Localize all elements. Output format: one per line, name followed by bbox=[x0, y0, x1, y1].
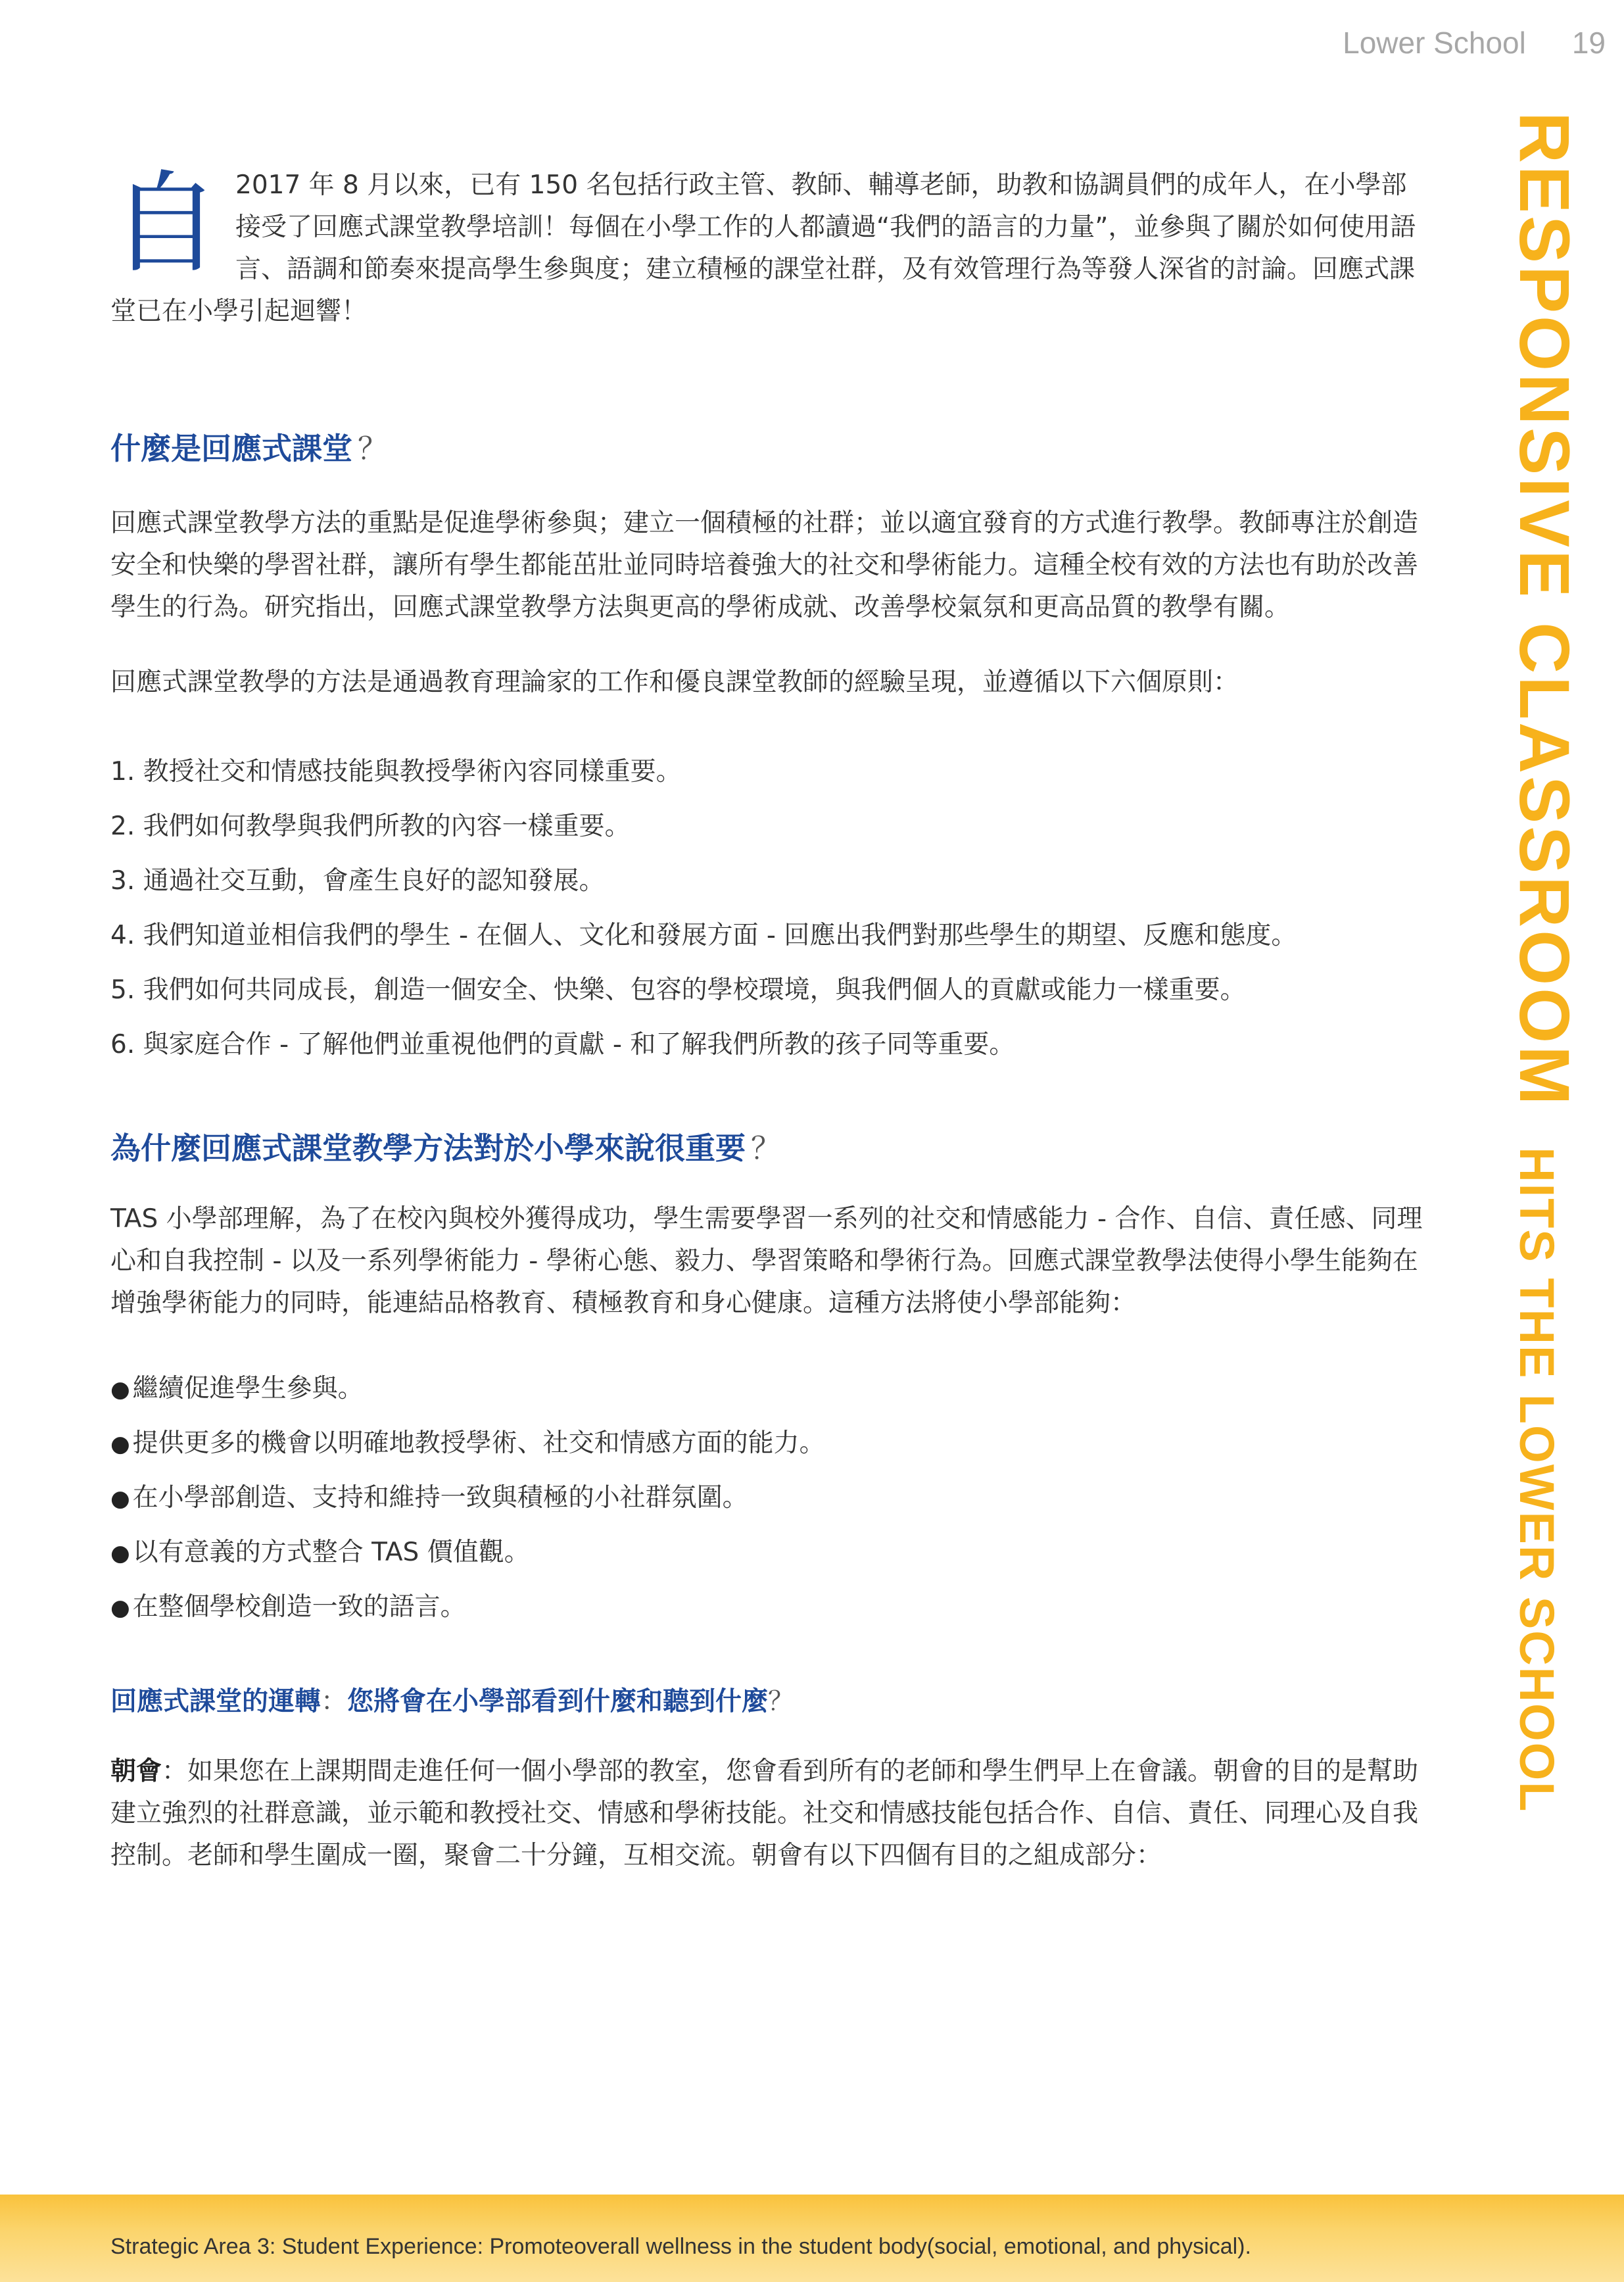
section3-paragraph bbox=[110, 1751, 1425, 1877]
intro-paragraph bbox=[110, 159, 1425, 333]
lead-colon: ： bbox=[162, 1757, 188, 1786]
list-item: 5. 我們如何共同成長，創造一個安全、快樂、包容的學校環境，與我們個人的貢獻或能力一樣重要。 bbox=[110, 975, 1246, 1005]
section1-paragraph-1: 回應式課堂教學方法的重點是促進學術參與；建立一個積極的社群；並以適宜發育的方式進行教學。教師專注於創造安全和快樂的學習社群，讓所有學生都能茁壯並同時培養強大的社交和學術能力。這種全校有效的方法也有助於改善學生的行為。研究指出，回應式課堂教學方法與更高的學術成就、改善學校氣氛和更高品質的教學有關。 bbox=[110, 508, 1419, 622]
heading-text: 為什麼回應式課堂教學方法對於小學來說很重要 bbox=[110, 1130, 746, 1166]
heading-colon: ： bbox=[321, 1686, 347, 1716]
list-item: 4. 我們知道並相信我們的學生 - 在個人、文化和發展方面 - 回應出我們對那些學生的期望、反應和態度。 bbox=[110, 921, 1297, 950]
heading-text: 您將會在小學部看到什麼和聽到什麼 bbox=[347, 1686, 768, 1716]
vertical-title-main: RESPONSIVE CLASSROOM bbox=[1505, 112, 1585, 1108]
section-heading-why bbox=[110, 1125, 1425, 1168]
question-mark: ？ bbox=[358, 431, 388, 466]
vertical-title bbox=[1504, 112, 1586, 1812]
question-mark: ？ bbox=[768, 1686, 794, 1716]
section2-paragraph: TAS 小學部理解，為了在校內與校外獲得成功，學生需要學習一系列的社交和情感能力 - 合作、自信、責任感、同理心和自我控制 - 以及一系列學術能力 - 學術心態、毅力、學習策略和學術行為。回應式課堂教學法使得小學生能夠在增強學術能力的同時，能連結品格教育、積極教育和身心健康。這種方法將使小學部能夠： bbox=[110, 1204, 1423, 1318]
section-heading-what bbox=[110, 425, 1425, 468]
drop-cap: 自 bbox=[110, 159, 221, 288]
footer-text: Strategic Area 3: Student Experience: Promoteoverall wellness in the student body(social, emotional, and physical). bbox=[110, 2234, 1251, 2259]
page-number: 19 bbox=[1571, 26, 1606, 60]
list-item: 3. 通過社交互動，會產生良好的認知發展。 bbox=[110, 866, 605, 896]
footer-band bbox=[0, 2195, 1624, 2282]
question-mark: ？ bbox=[751, 1130, 781, 1166]
section-label: Lower School bbox=[1343, 26, 1526, 60]
benefits-list bbox=[110, 1368, 1425, 1641]
heading-text: 什麼是回應式課堂 bbox=[110, 431, 352, 466]
list-item: 6. 與家庭合作 - 了解他們並重視他們的貢獻 - 和了解我們所教的孩子同等重要。 bbox=[110, 1030, 1015, 1059]
article-body bbox=[110, 159, 1425, 1877]
page-header bbox=[1297, 25, 1606, 61]
principles-list bbox=[110, 751, 1425, 1079]
vertical-title-sub: HITS THE LOWER SCHOOL bbox=[1510, 1147, 1564, 1813]
list-item: ● 提供更多的機會以明確地教授學術、社交和情感方面的能力。 bbox=[110, 1422, 1425, 1477]
lead-term: 朝會 bbox=[110, 1757, 162, 1786]
heading-text: 回應式課堂的運轉 bbox=[110, 1686, 321, 1716]
list-item: 2. 我們如何教學與我們所教的內容一樣重要。 bbox=[110, 812, 631, 841]
list-item: ● 在整個學校創造一致的語言。 bbox=[110, 1586, 1425, 1641]
section1-paragraph-2: 回應式課堂教學的方法是通過教育理論家的工作和優良課堂教師的經驗呈現，並遵循以下六個原則： bbox=[110, 668, 1239, 697]
list-item: ● 以有意義的方式整合 TAS 價值觀。 bbox=[110, 1532, 1425, 1586]
list-item: ● 繼續促進學生參與。 bbox=[110, 1368, 1425, 1422]
intro-text: 2017 年 8 月以來，已有 150 名包括行政主管、教師、輔導老師，助教和協調員們的成年人，在小學部接受了回應式課堂教學培訓！每個在小學工作的人都讀過“我們的語言的力量”，並參與了關於如何使用語言、語調和節奏來提高學生參與度；建立積極的課堂社群，及有效管理行為等發人深省的討論。回應式課堂已在小學引起迴響！ bbox=[110, 170, 1416, 326]
list-item: ● 在小學部創造、支持和維持一致與積極的小社群氛圍。 bbox=[110, 1477, 1425, 1532]
list-item: 1. 教授社交和情感技能與教授學術內容同樣重要。 bbox=[110, 757, 682, 787]
section-heading-practice bbox=[110, 1680, 1425, 1718]
paragraph-text: 如果您在上課期間走進任何一個小學部的教室，您會看到所有的老師和學生們早上在會議。朝會的目的是幫助建立強烈的社群意識，並示範和教授社交、情感和學術技能。社交和情感技能包括合作、自信、責任、同理心及自我控制。老師和學生圍成一圈，聚會二十分鐘，互相交流。朝會有以下四個有目的之組成部分： bbox=[110, 1757, 1419, 1870]
